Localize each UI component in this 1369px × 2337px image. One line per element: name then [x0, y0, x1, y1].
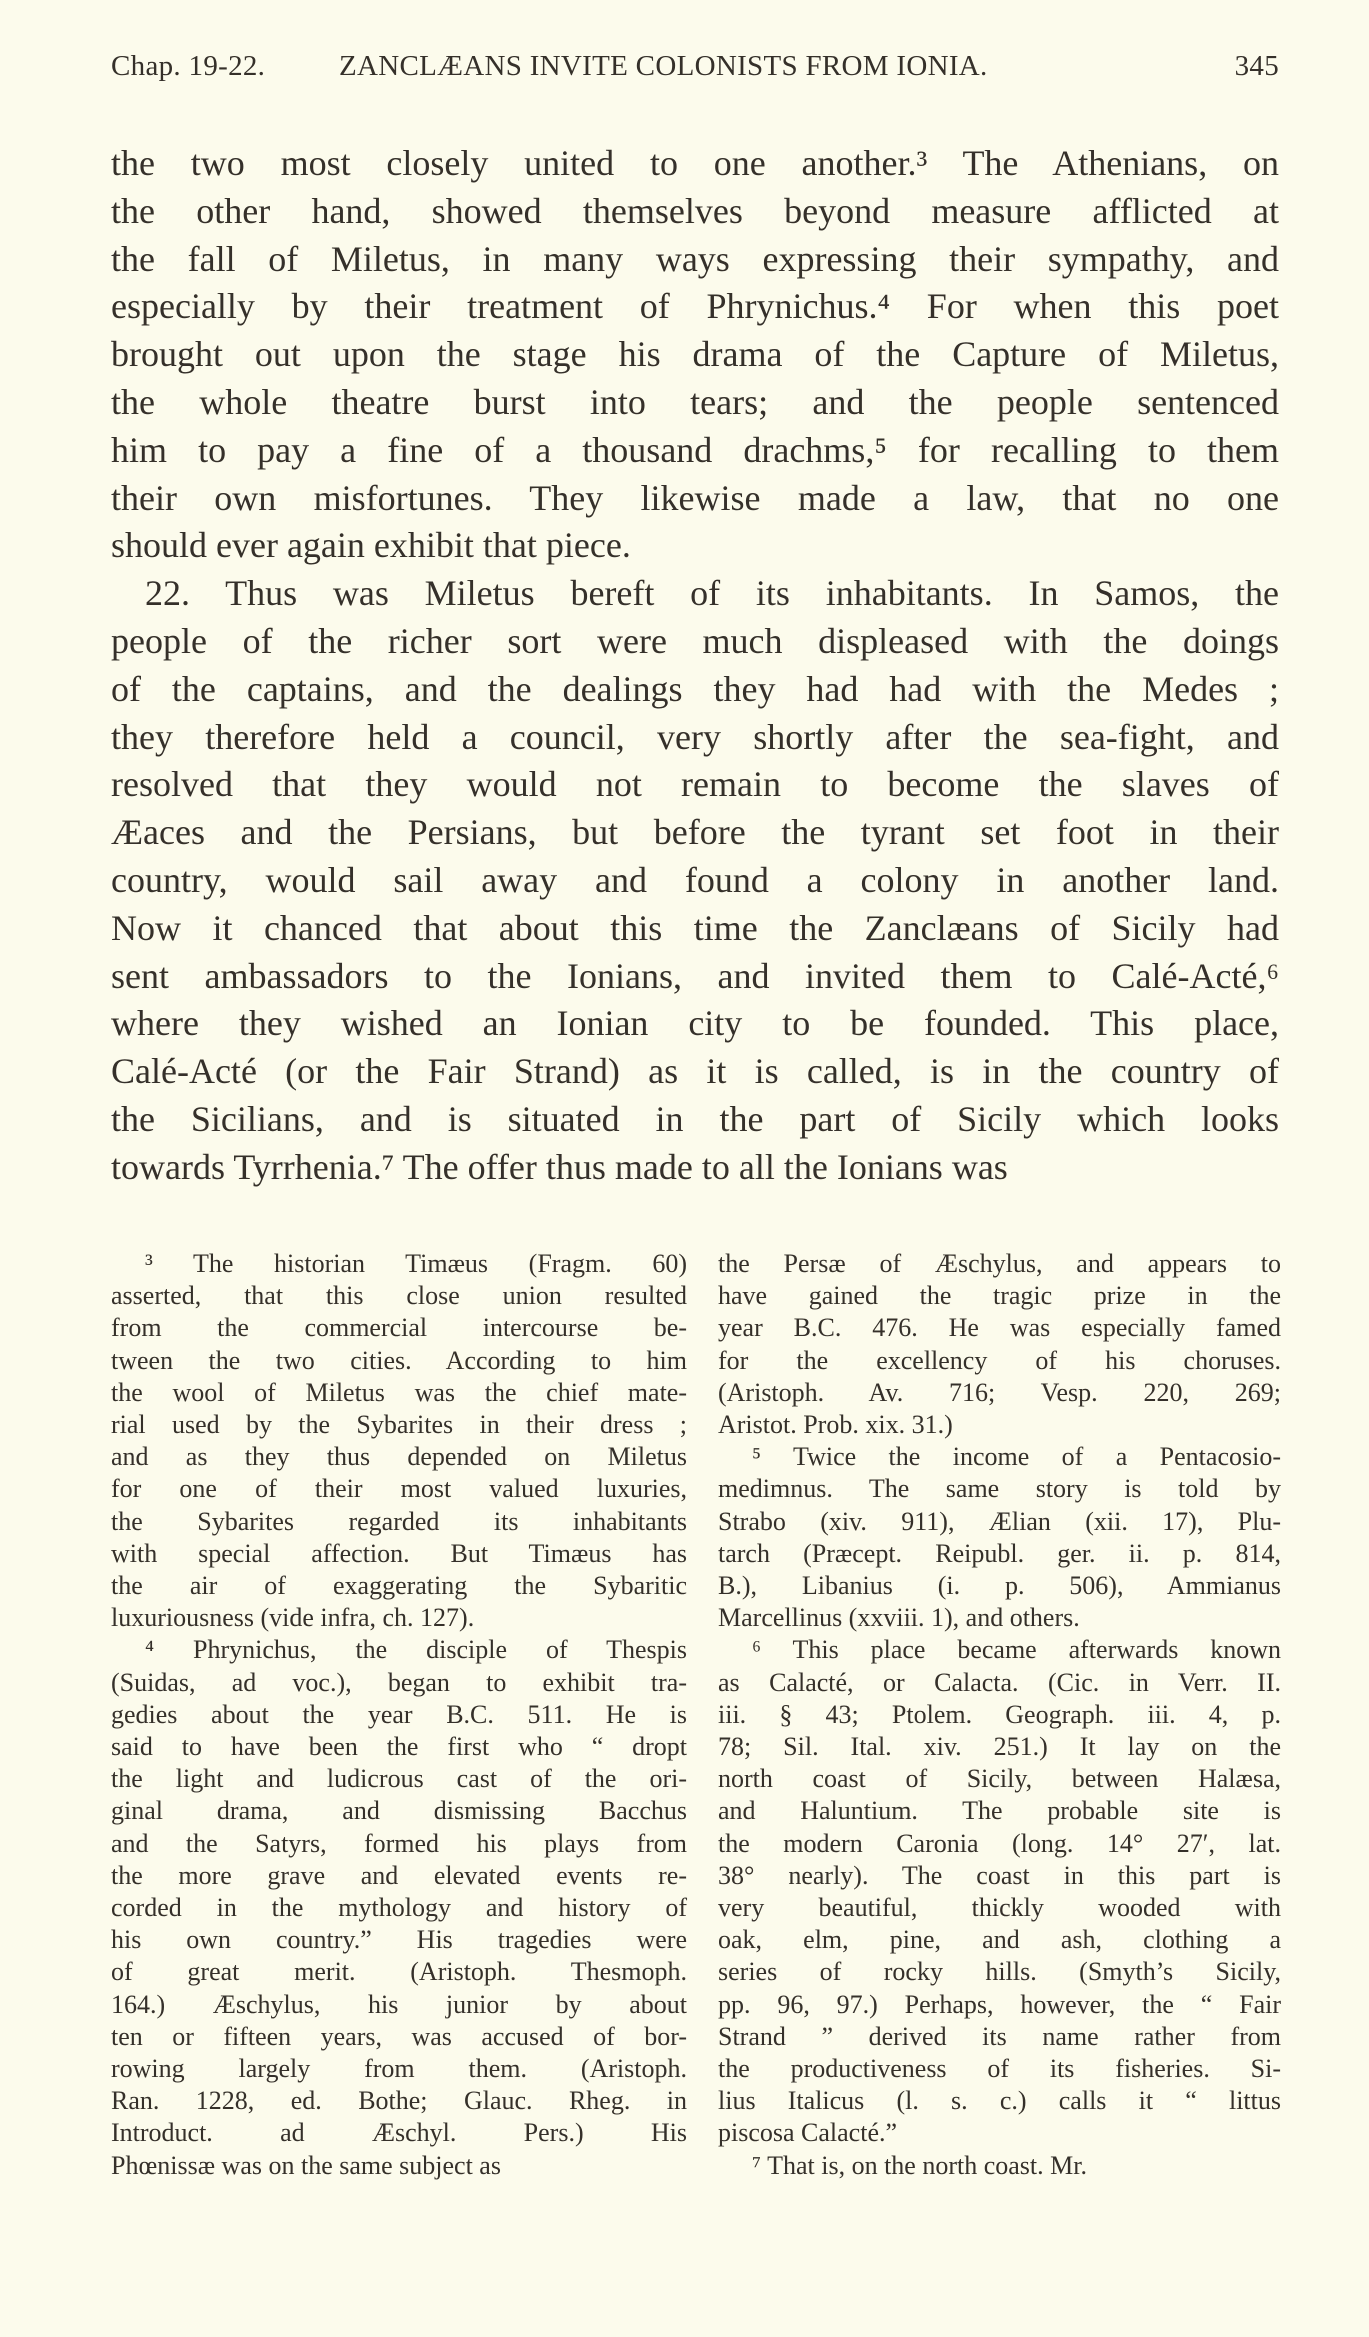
- footnote-line: ⁵ Twice the income of a Pentacosio-: [752, 1442, 1281, 1472]
- footnote-line: Strand ” derived its name rather from: [718, 2021, 1281, 2051]
- footnotes-left-column: [111, 1248, 687, 2182]
- footnote-line: for one of their most valued luxuries,: [111, 1474, 687, 1504]
- running-title: ZANCLÆANS INVITE COLONISTS FROM IONIA.: [339, 50, 988, 82]
- footnote-line: very beautiful, thickly wooded with: [718, 1893, 1281, 1923]
- footnote-line: year B.C. 476. He was especially famed: [718, 1313, 1281, 1343]
- footnote-line: said to have been the first who “ dropt: [111, 1732, 687, 1762]
- footnote-line: Strabo (xiv. 911), Ælian (xii. 17), Plu-: [718, 1506, 1281, 1536]
- text-line: 22. Thus was Miletus bereft of its inhabitants. In Samos, the: [145, 573, 1279, 614]
- footnote-line: the productiveness of its fisheries. Si-: [718, 2054, 1281, 2084]
- footnote-line: iii. § 43; Ptolem. Geograph. iii. 4, p.: [718, 1699, 1281, 1729]
- footnote-line: ³ The historian Timæus (Fragm. 60): [145, 1249, 687, 1278]
- footnote-line: 78; Sil. Ital. xiv. 251.) It lay on the: [718, 1732, 1281, 1762]
- footnote-line: with special affection. But Timæus has: [111, 1538, 687, 1568]
- footnote-line: have gained the tragic prize in the: [718, 1281, 1281, 1311]
- footnote-line: luxuriousness (vide infra, ch. 127).: [111, 1603, 475, 1633]
- text-line: their own misfortunes. They likewise made a law, that no one: [111, 477, 1279, 518]
- footnote-line: the Persæ of Æschylus, and appears to: [718, 1249, 1281, 1278]
- footnote-line: north coast of Sicily, between Halæsa,: [718, 1764, 1281, 1794]
- text-line: should ever again exhibit that piece.: [111, 525, 631, 566]
- text-line: towards Tyrrhenia.⁷ The offer thus made to all the Ionians was: [111, 1146, 1008, 1187]
- footnote-line: and the Satyrs, formed his plays from: [111, 1828, 687, 1858]
- footnote-line: series of rocky hills. (Smyth’s Sicily,: [718, 1957, 1281, 1987]
- footnote-line: (Suidas, ad voc.), began to exhibit tra-: [111, 1667, 687, 1697]
- text-line: the whole theatre burst into tears; and the people sentenced: [111, 381, 1279, 422]
- text-line: where they wished an Ionian city to be founded. This place,: [111, 1003, 1279, 1044]
- footnote-line: as Calacté, or Calacta. (Cic. in Verr. II.: [718, 1667, 1281, 1697]
- footnote-line: and as they thus depended on Miletus: [111, 1442, 687, 1472]
- footnote-line: corded in the mythology and history of: [111, 1893, 687, 1923]
- footnote-line: ⁶ This place became afterwards known: [752, 1635, 1281, 1665]
- footnote-line: ⁴ Phrynichus, the disciple of Thespis: [145, 1635, 687, 1665]
- text-line: the other hand, showed themselves beyond measure afflicted at: [111, 190, 1279, 231]
- footnote-line: the modern Caronia (long. 14° 27′, lat.: [718, 1828, 1281, 1858]
- text-line: people of the richer sort were much displeased with the doings: [111, 620, 1279, 661]
- text-line: Now it chanced that about this time the Zanclæans of Sicily had: [111, 907, 1279, 948]
- text-line: sent ambassadors to the Ionians, and invited them to Calé-Acté,⁶: [111, 955, 1279, 996]
- body-text: [111, 140, 1279, 1192]
- footnote-line: Introduct. ad Æschyl. Pers.) His: [111, 2118, 687, 2148]
- footnote-line: the air of exaggerating the Sybaritic: [111, 1571, 687, 1601]
- footnote-line: 38° nearly). The coast in this part is: [718, 1860, 1281, 1890]
- footnote-line: rowing largely from them. (Aristoph.: [111, 2054, 687, 2084]
- text-line: they therefore held a council, very shortly after the sea-fight, and: [111, 716, 1279, 757]
- footnote-line: Marcellinus (xxviii. 1), and others.: [718, 1603, 1080, 1633]
- footnote-line: the wool of Miletus was the chief mate-: [111, 1377, 687, 1407]
- text-line: the Sicilians, and is situated in the part of Sicily which looks: [111, 1098, 1279, 1139]
- footnote-line: Ran. 1228, ed. Bothe; Glauc. Rheg. in: [111, 2086, 687, 2116]
- footnote-line: medimnus. The same story is told by: [718, 1474, 1281, 1504]
- text-line: Calé-Acté (or the Fair Strand) as it is called, is in the country of: [111, 1051, 1279, 1092]
- footnote-line: of great merit. (Aristoph. Thesmoph.: [111, 1957, 687, 1987]
- text-line: the two most closely united to one another.³ The Athenians, on: [111, 143, 1279, 183]
- footnote-line: Phœnissæ was on the same subject as: [111, 2150, 501, 2180]
- footnote-line: ten or fifteen years, was accused of bor-: [111, 2021, 687, 2051]
- footnote-line: and Haluntium. The probable site is: [718, 1796, 1281, 1826]
- footnote-line: rial used by the Sybarites in their dress ;: [111, 1410, 687, 1440]
- footnote-line: gedies about the year B.C. 511. He is: [111, 1699, 687, 1729]
- footnote-line: B.), Libanius (i. p. 506), Ammianus: [718, 1571, 1281, 1601]
- footnote-line: asserted, that this close union resulted: [111, 1281, 687, 1311]
- text-line: of the captains, and the dealings they had had with the Medes ;: [111, 668, 1279, 709]
- footnote-line: 164.) Æschylus, his junior by about: [111, 1989, 687, 2019]
- text-line: brought out upon the stage his drama of the Capture of Miletus,: [111, 334, 1279, 375]
- footnote-line: the Sybarites regarded its inhabitants: [111, 1506, 687, 1536]
- footnote-line: his own country.” His tragedies were: [111, 1925, 687, 1955]
- footnote-line: the light and ludicrous cast of the ori-: [111, 1764, 687, 1794]
- text-line: him to pay a fine of a thousand drachms,⁵ for recalling to them: [111, 429, 1279, 470]
- footnote-line: for the excellency of his choruses.: [718, 1345, 1281, 1375]
- footnote-line: the more grave and elevated events re-: [111, 1860, 687, 1890]
- footnote-line: oak, elm, pine, and ash, clothing a: [718, 1925, 1281, 1955]
- footnote-line: lius Italicus (l. s. c.) calls it “ littus: [718, 2086, 1281, 2116]
- footnote-line: ⁷ That is, on the north coast. Mr.: [752, 2150, 1087, 2180]
- chapter-reference: Chap. 19-22.: [111, 50, 266, 82]
- text-line: the fall of Miletus, in many ways expressing their sympathy, and: [111, 238, 1279, 279]
- footnotes-right-column: [718, 1248, 1281, 2182]
- footnote-line: tarch (Præcept. Reipubl. ger. ii. p. 814,: [718, 1538, 1281, 1568]
- text-line: country, would sail away and found a colony in another land.: [111, 859, 1279, 900]
- text-line: resolved that they would not remain to become the slaves of: [111, 764, 1279, 805]
- footnote-line: from the commercial intercourse be-: [111, 1313, 687, 1343]
- footnote-line: piscosa Calacté.”: [718, 2118, 898, 2148]
- text-line: especially by their treatment of Phrynichus.⁴ For when this poet: [111, 286, 1279, 327]
- footnote-line: (Aristoph. Av. 716; Vesp. 220, 269;: [718, 1377, 1281, 1407]
- running-header: [111, 50, 1279, 86]
- footnote-line: Aristot. Prob. xix. 31.): [718, 1410, 953, 1440]
- page-number: 345: [1234, 50, 1279, 82]
- footnote-line: tween the two cities. According to him: [111, 1345, 687, 1375]
- text-line: Æaces and the Persians, but before the tyrant set foot in their: [111, 812, 1279, 853]
- footnote-line: ginal drama, and dismissing Bacchus: [111, 1796, 687, 1826]
- footnote-line: pp. 96, 97.) Perhaps, however, the “ Fair: [718, 1989, 1281, 2019]
